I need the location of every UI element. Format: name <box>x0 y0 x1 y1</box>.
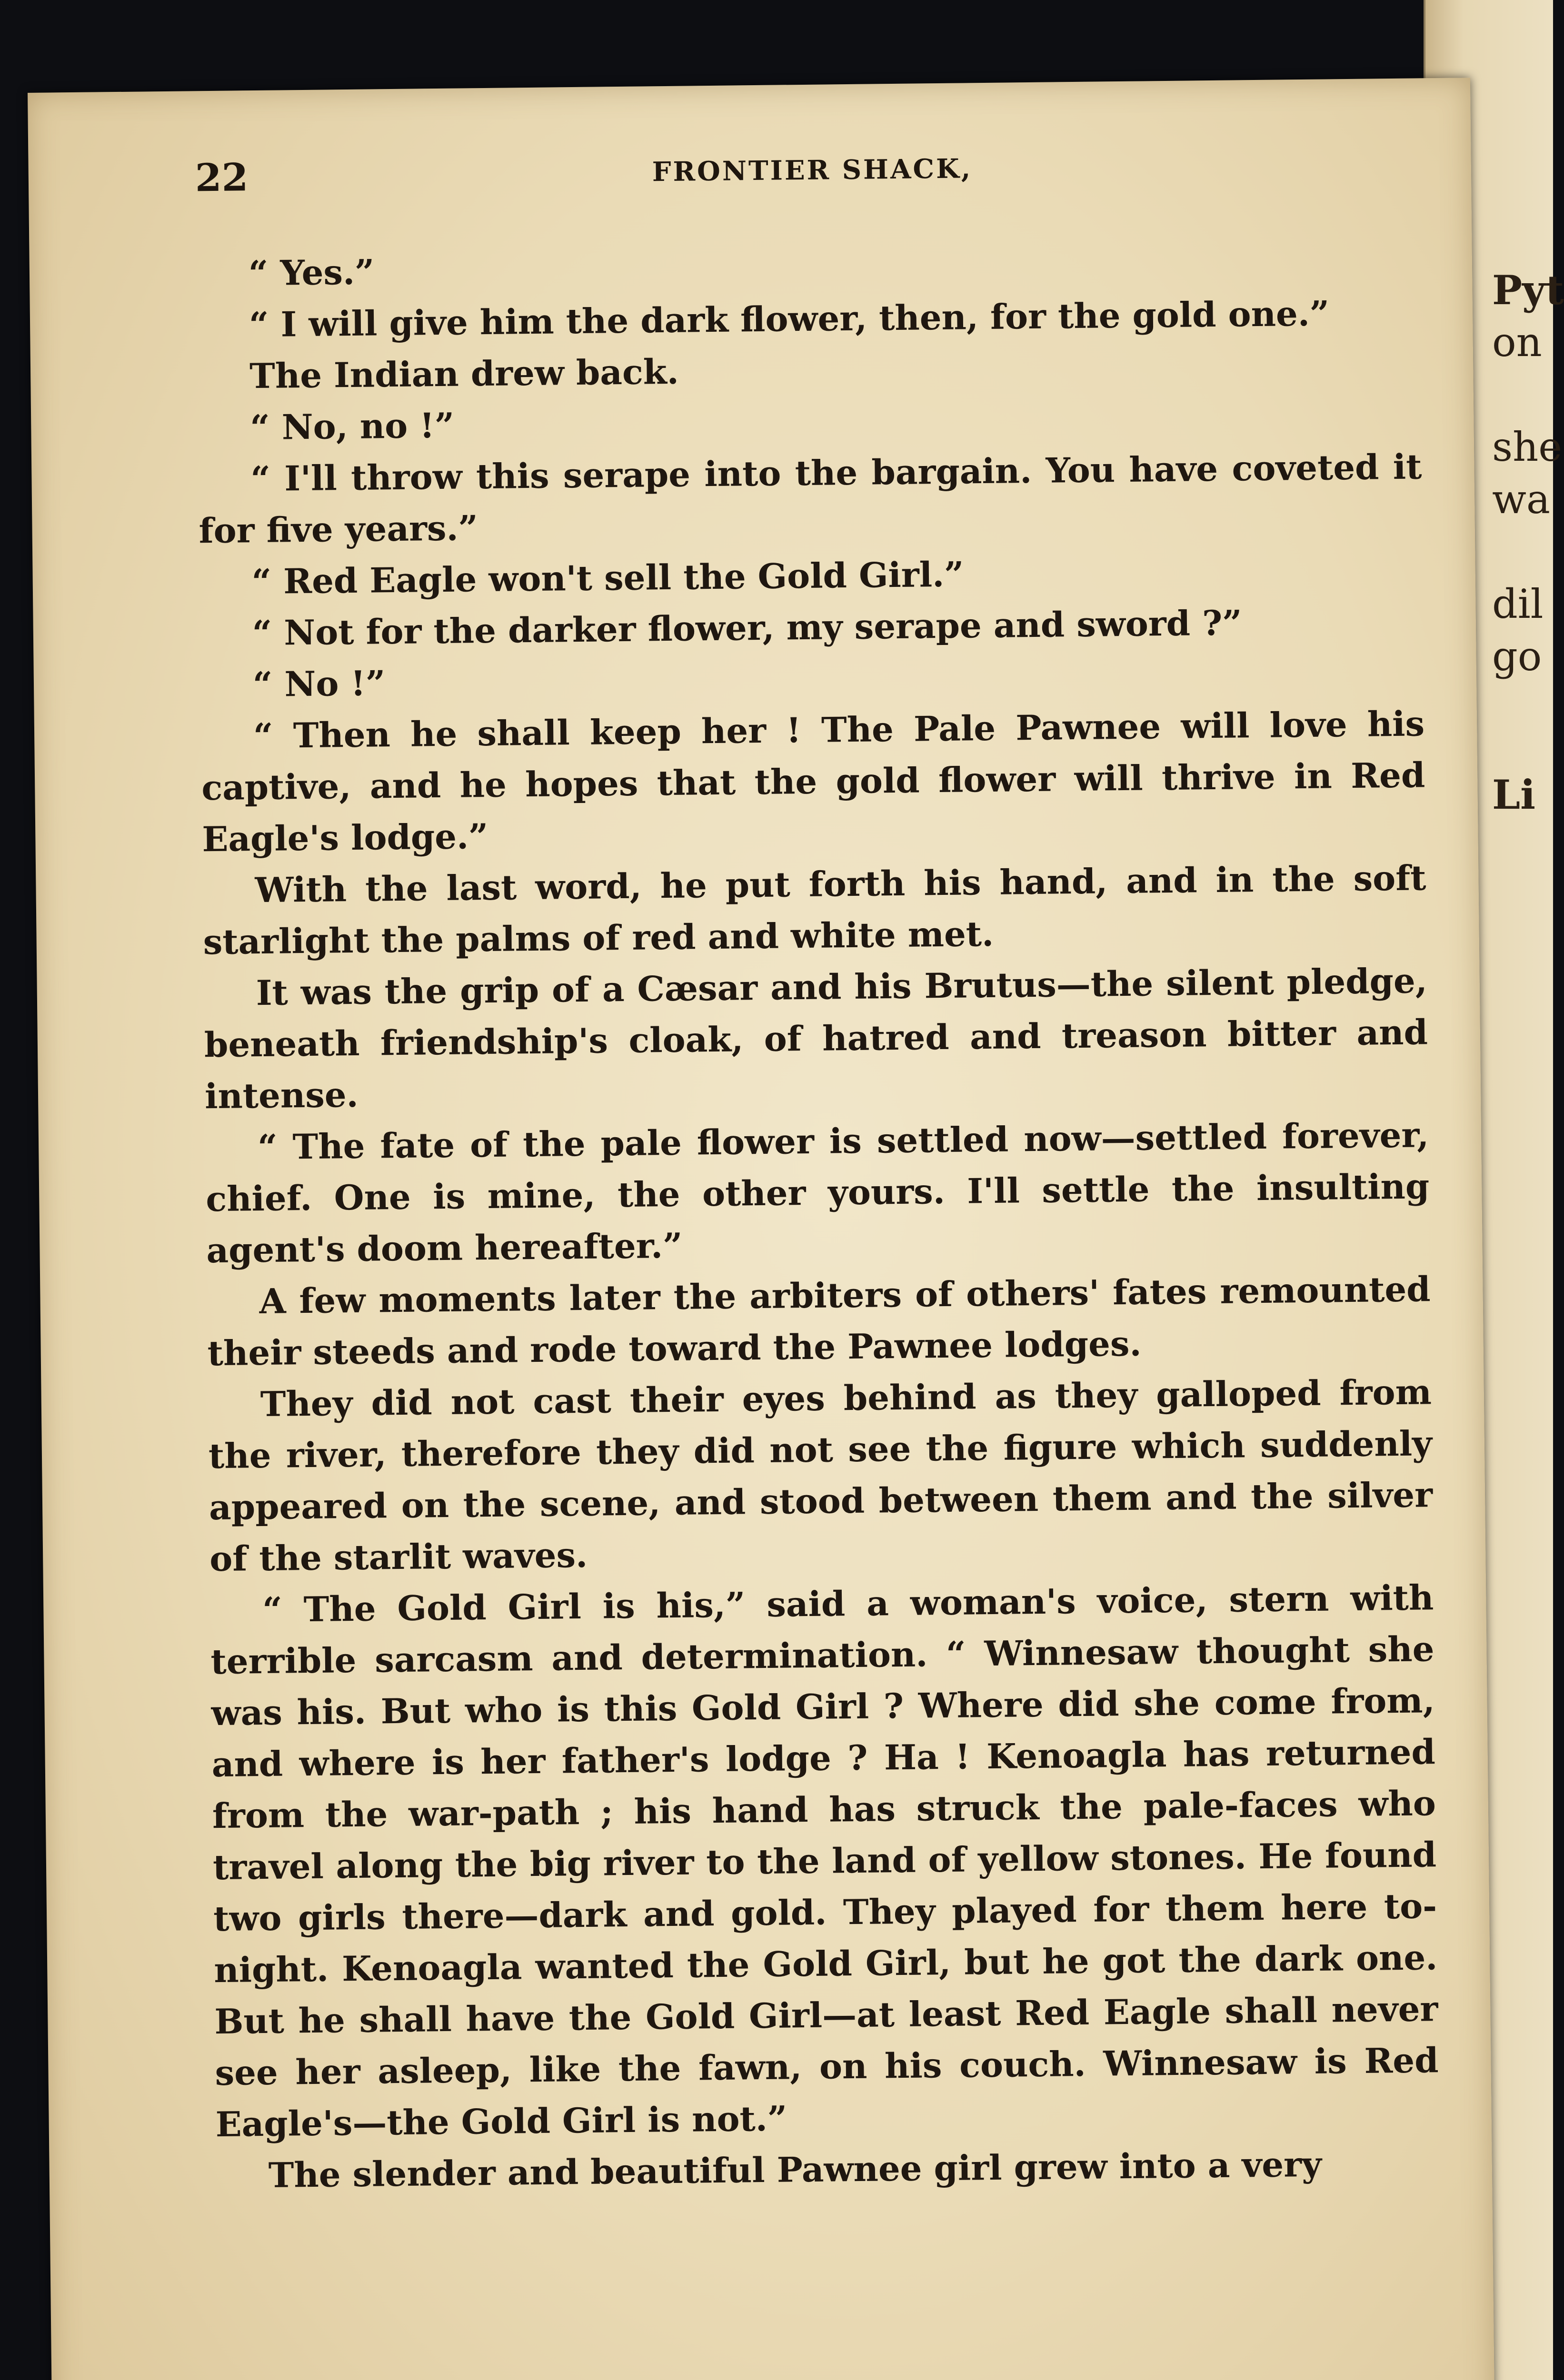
page-header <box>195 142 1419 212</box>
paragraph: “ Not for the darker flower, my serape and sword ?” <box>252 602 1243 654</box>
body-text <box>196 235 1440 2202</box>
paragraph: “ The Gold Girl is his,” said a woman's voice, stern with terrible sarcasm and determination. “ Winnesaw thought she was his. But who is this Gold Girl ? Where did she come from, and where is her father's lodge ? Ha ! Kenoagla has returned from the war-path ; his hand has struck the pale-faces who travel along the big river to the land of yellow stones. He found two girls there—dark and gold. They played for them here to-night. Kenoagla wanted the Gold Girl, but he got the dark one. But he shall have the Gold Girl—at least Red Eagle shall never see her asleep, like the fawn, on his couch. Winnesaw is Red Eagle's—the Gold Girl is not.” <box>210 1577 1439 2145</box>
paragraph: “ The fate of the pale flower is settled now—settled forever, chief. One is mine, the other yours. I'll settle the insulting agent's doom hereafter.” <box>205 1114 1430 1271</box>
adjacent-page-fragment: she <box>1492 424 1562 470</box>
paragraph: The slender and beautiful Pawnee girl grew into a very <box>268 2143 1322 2195</box>
page-number: 22 <box>195 155 249 200</box>
adjacent-page-fragment: wa <box>1492 476 1550 523</box>
paragraph: “ No !” <box>252 663 386 705</box>
paragraph: With the last word, he put forth his hand, and in the soft starlight the palms of red and white met. <box>203 857 1426 962</box>
paragraph: They did not cast their eyes behind as they galloped from the river, therefore they did not see the figure which suddenly appeared on the scene, and stood between them and the silver of the starlit waves. <box>208 1371 1433 1579</box>
paragraph: “ No, no !” <box>249 405 455 448</box>
paragraph: “ Yes.” <box>248 251 375 294</box>
adjacent-page-fragment: go <box>1492 633 1542 680</box>
paragraph: “ Then he shall keep her ! The Pale Pawnee will love his captive, and he hopes that the gold flower will thrive in Red Eagle's lodge.” <box>201 703 1425 860</box>
paragraph: A few moments later the arbiters of others' fates remounted their steeds and rode toward the Pawnee lodges. <box>207 1269 1431 1374</box>
adjacent-page-fragment: on <box>1492 319 1542 366</box>
paragraph: “ I'll throw this serape into the bargain. You have coveted it for five years.” <box>199 446 1422 551</box>
paragraph: “ Red Eagle won't sell the Gold Girl.” <box>251 554 964 602</box>
book-page <box>28 78 1495 2380</box>
running-head: FRONTIER SHACK, <box>652 153 973 188</box>
paragraph: “ I will give him the dark flower, then, for the gold one.” <box>249 293 1330 345</box>
paragraph: The Indian drew back. <box>249 351 679 397</box>
adjacent-page-fragment: Li <box>1492 771 1535 818</box>
adjacent-page-fragment: dil <box>1492 581 1544 627</box>
paragraph: It was the grip of a Cæsar and his Brutus—the silent pledge, beneath friendship's cloak, of hatred and treason bitter and intense. <box>204 960 1428 1117</box>
adjacent-page-fragment: Pyt <box>1492 267 1564 314</box>
